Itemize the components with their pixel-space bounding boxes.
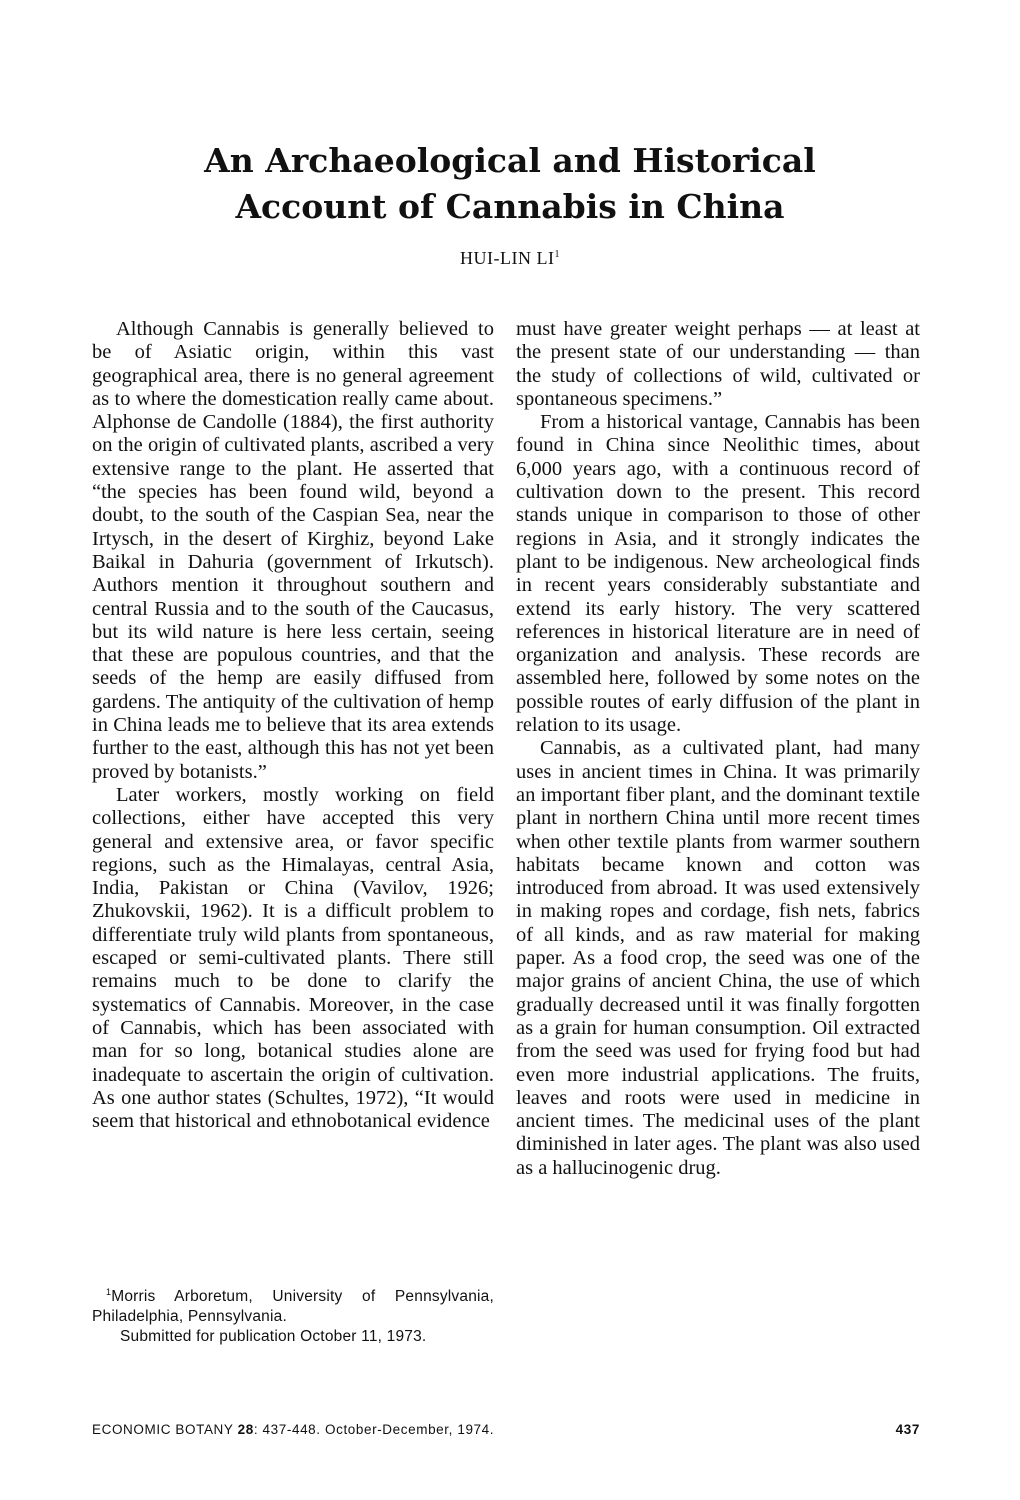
paragraph-continuation: must have greater weight perhaps — at least at the present state of our understanding — than the study of collections of wild, cultivated or spontaneous specimens.”	[516, 318, 920, 410]
right-column	[516, 318, 920, 1180]
paragraph: Cannabis, as a cultivated plant, had many uses in ancient times in China. It was primarily an important fiber plant, and the dominant textile plant in northern China until more recent times when other textile plants from warmer southern habitats became known and cotton was introduced from abroad. It was used extensively in making ropes and cordage, fish nets, fabrics of all kinds, and as raw material for making paper. As a food crop, the seed was one of the major grains of ancient China, the use of which gradually decreased until it was finally forgotten as a grain for human consumption. Oil extracted from the seed was used for frying food but had even more industrial applications. The fruits, leaves and roots were used in medicine in ancient times. The medicinal uses of the plant diminished in later ages. The plant was also used as a hallucinogenic drug.	[516, 737, 920, 1179]
journal-pages-date: : 437-448. October-December, 1974.	[253, 1422, 495, 1437]
paragraph: Although Cannabis is generally believed to be of Asiatic origin, within this vast geographical area, there is no general agreement as to where the domestication really came about. Alphonse de Candolle (1884), the first authority on the origin of cultivated plants, ascribed a very extensive range to the plant. He asserted that “the species has been found wild, beyond a doubt, to the south of the Caspian Sea, near the Irtysch, in the desert of Kirghiz, beyond Lake Baikal in Dahuria (government of Irkutsch). Authors mention it throughout southern and central Russia and to the south of the Caucasus, but its wild nature is here less certain, seeing that these are populous countries, and that the seeds of the hemp are easily diffused from gardens. The antiquity of the cultivation of hemp in China leads me to believe that its area extends further to the east, although this has not yet been proved by botanists.”	[92, 318, 494, 783]
author-footnote-mark: 1	[554, 249, 560, 260]
title-line-1: An Archaeological and Historical	[204, 141, 816, 180]
title-line-2: Account of Cannabis in China	[235, 187, 785, 226]
footnote-affiliation	[92, 1282, 494, 1327]
journal-volume: 28	[237, 1422, 254, 1437]
footnotes	[92, 1282, 494, 1347]
article-title	[0, 138, 1020, 230]
page-footer	[92, 1422, 920, 1437]
journal-citation	[92, 1422, 494, 1437]
footnote-affiliation-text: Morris Arboretum, University of Pennsylvania, Philadelphia, Pennsylvania.	[92, 1288, 494, 1326]
journal-name: ECONOMIC BOTANY	[92, 1422, 234, 1437]
footnote-mark: 1	[106, 1287, 112, 1297]
left-column	[92, 318, 494, 1133]
footnote-submitted: Submitted for publication October 11, 1973.	[120, 1328, 427, 1346]
author-name: HUI-LIN LI	[460, 248, 555, 268]
paragraph: From a historical vantage, Cannabis has been found in China since Neolithic times, about 6,000 years ago, with a continuous record of cultivation down to the present. This record stands unique in comparison to those of other regions in Asia, and it strongly indicates the plant to be indigenous. New archeological finds in recent years considerably substantiate and extend its early history. The very scattered references in historical literature are in need of organization and analysis. These records are assembled here, followed by some notes on the possible routes of early diffusion of the plant in relation to its usage.	[516, 411, 920, 737]
paragraph: Later workers, mostly working on field collections, either have accepted this very general and extensive area, or favor specific regions, such as the Himalayas, central Asia, India, Pakistan or China (Vavilov, 1926; Zhukovskii, 1962). It is a difficult problem to differentiate truly wild plants from spontaneous, escaped or semi-cultivated plants. There still remains much to be done to clarify the systematics of Cannabis. Moreover, in the case of Cannabis, which has been associated with man for so long, botanical studies alone are inadequate to ascertain the origin of cultivation. As one author states (Schultes, 1972), “It would seem that historical and ethnobotanical evidence	[92, 783, 494, 1133]
author-line	[0, 248, 1020, 269]
page-number: 437	[895, 1422, 920, 1437]
